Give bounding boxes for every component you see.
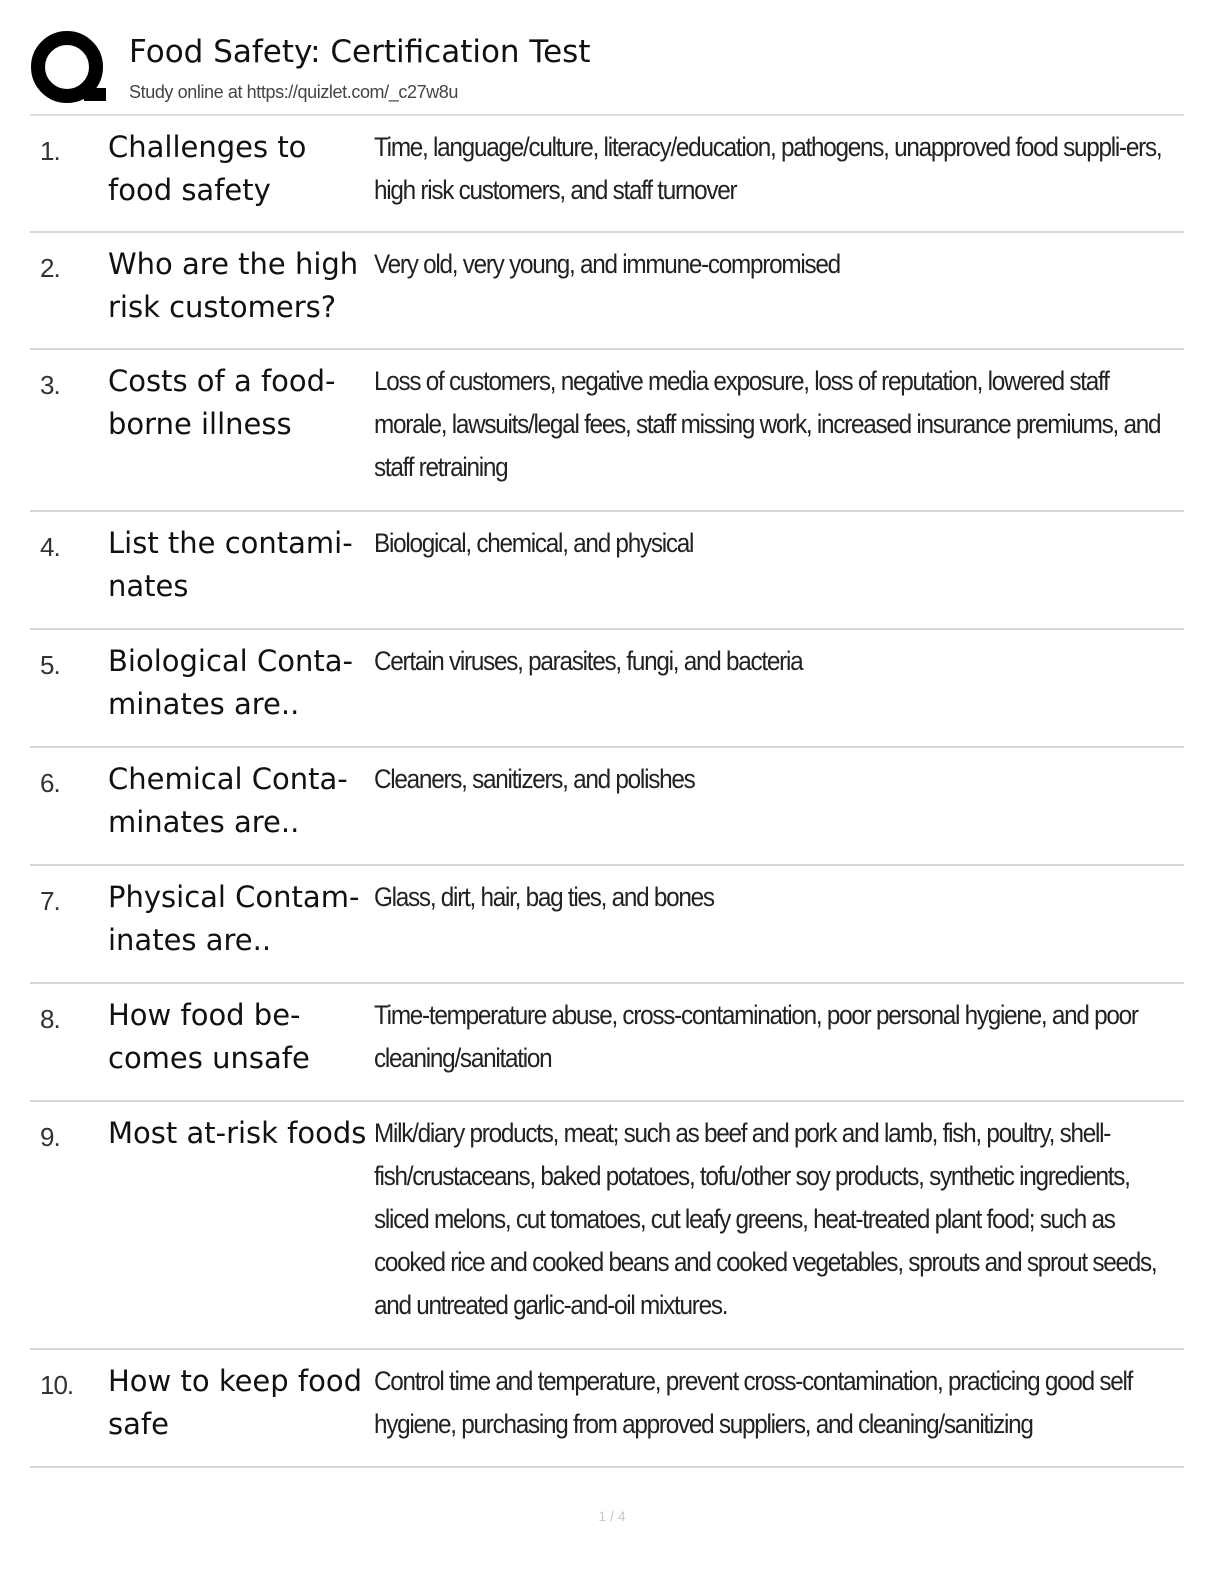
flashcard-row — [30, 233, 1184, 350]
flashcard-row — [30, 984, 1184, 1102]
card-number: 4. — [40, 532, 60, 562]
card-definition: Glass, dirt, hair, bag ties, and bones — [374, 882, 714, 912]
flashcard-row — [30, 630, 1184, 748]
flashcard-row — [30, 116, 1184, 233]
card-definition: Certain viruses, parasites, fungi, and bacteria — [374, 646, 803, 676]
flashcard-row — [30, 350, 1184, 512]
card-term: Chemical Conta-minates are.. — [108, 762, 348, 839]
card-term: Physical Contam-inates are.. — [108, 880, 360, 957]
card-definition: Time-temperature abuse, cross-contamination, poor personal hygiene, and poor cleaning/sanitation — [374, 1000, 1138, 1073]
card-definition: Milk/diary products, meat; such as beef and pork and lamb, fish, poultry, shell-fish/crustaceans, baked potatoes, tofu/other soy products, synthetic ingredients, sliced melons, cut tomatoes, cut leafy greens, heat-treated plant food; such as cooked rice and cooked beans and cooked vegetables, sprouts and sprout seeds, and untreated garlic-and-oil mixtures. — [374, 1118, 1157, 1320]
card-term: Biological Conta-minates are.. — [108, 644, 353, 721]
card-term: How to keep food safe — [108, 1364, 362, 1441]
card-definition: Biological, chemical, and physical — [374, 528, 694, 558]
flashcard-row — [30, 866, 1184, 984]
flashcard-list — [30, 116, 1184, 1468]
card-definition: Cleaners, sanitizers, and polishes — [374, 764, 695, 794]
flashcard-row — [30, 748, 1184, 866]
card-number: 9. — [40, 1122, 60, 1152]
card-term: Costs of a food-borne illness — [108, 364, 336, 441]
study-online-link[interactable]: Study online at https://quizlet.com/_c27w8u — [129, 82, 459, 102]
card-definition: Time, language/culture, literacy/education, pathogens, unapproved food suppli-ers, high risk customers, and staff turnover — [374, 132, 1162, 205]
flashcard-row — [30, 512, 1184, 630]
flashcard-row — [30, 1350, 1184, 1468]
card-number: 5. — [40, 650, 60, 680]
card-number: 10. — [40, 1370, 74, 1400]
card-term: List the contami-nates — [108, 526, 353, 603]
card-number: 3. — [40, 370, 60, 400]
card-definition: Very old, very young, and immune-compromised — [374, 249, 840, 279]
card-number: 2. — [40, 253, 60, 283]
card-number: 1. — [40, 136, 60, 166]
page-header — [30, 28, 1184, 116]
flashcard-row — [30, 1102, 1184, 1350]
card-term: Challenges to food safety — [108, 130, 307, 207]
page-title: Food Safety: Certification Test — [129, 34, 591, 70]
card-number: 6. — [40, 768, 60, 798]
card-term: Who are the high risk customers? — [108, 247, 359, 324]
card-number: 7. — [40, 886, 60, 916]
card-term: How food be-comes unsafe — [108, 998, 310, 1075]
card-number: 8. — [40, 1004, 60, 1034]
card-definition: Loss of customers, negative media exposure, loss of reputation, lowered staff morale, lawsuits/legal fees, staff missing work, increased insurance premiums, and staff retraining — [374, 366, 1161, 482]
card-term: Most at-risk foods — [108, 1116, 367, 1150]
page-number: 1 / 4 — [598, 1508, 626, 1524]
card-definition: Control time and temperature, prevent cross-contamination, practicing good self hygiene, purchasing from approved suppliers, and cleaning/sanitizing — [374, 1366, 1133, 1439]
quizlet-logo-icon — [30, 30, 110, 110]
